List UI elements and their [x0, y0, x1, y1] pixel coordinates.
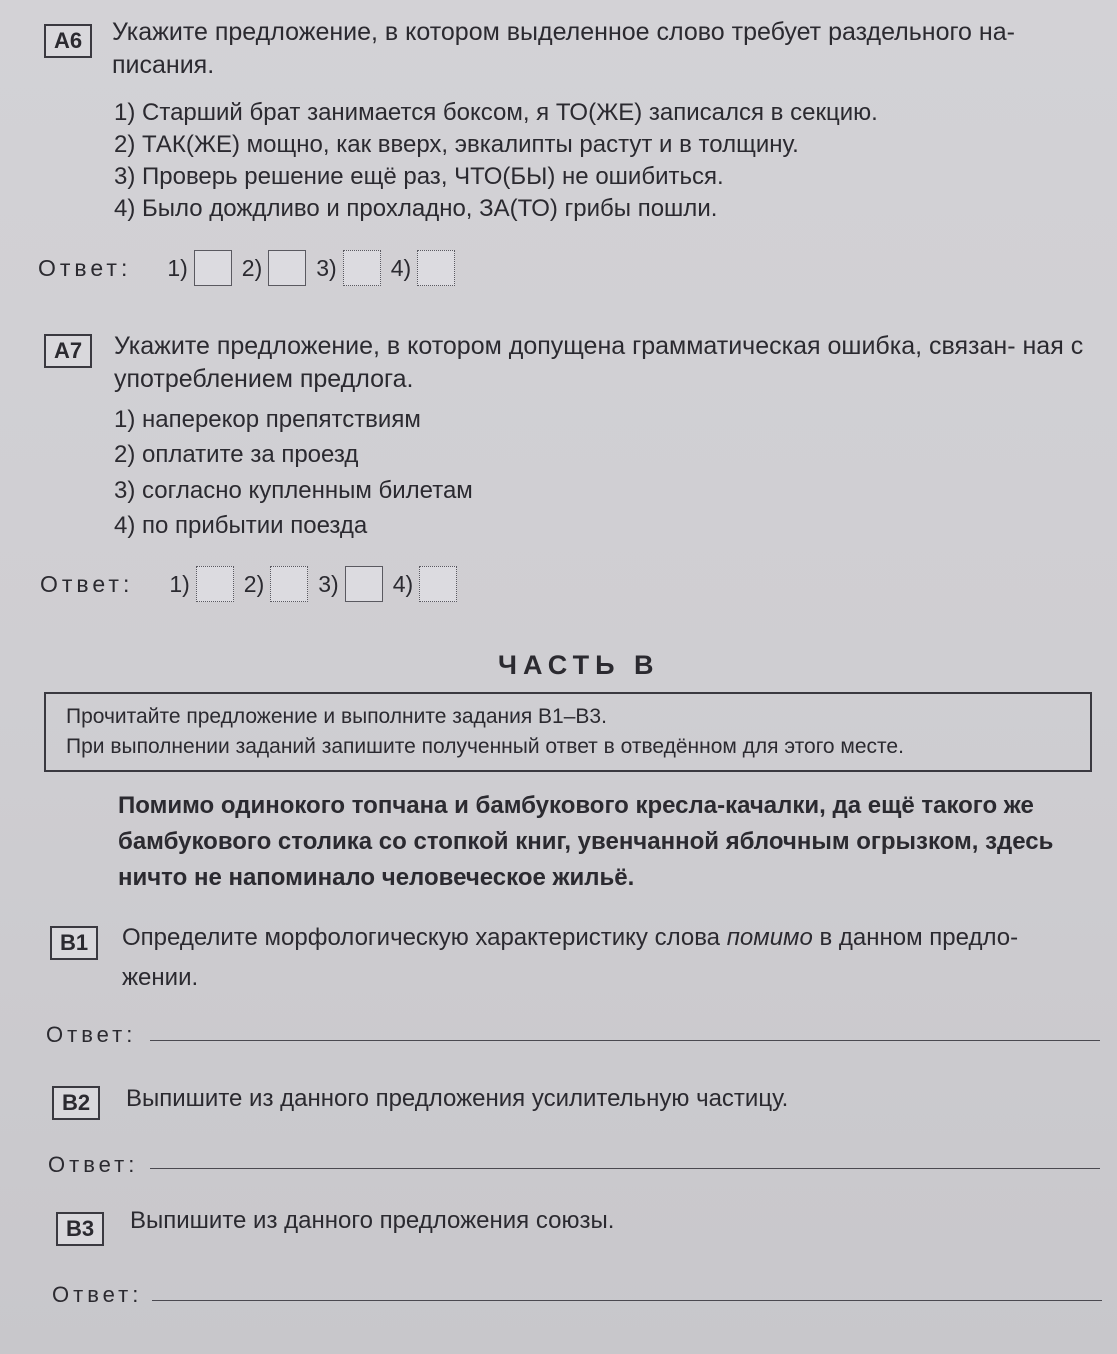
a7-option-4: 4) по прибытии поезда	[114, 512, 368, 539]
a7-answer-num-3: 3)	[318, 570, 339, 597]
task-b3-label: В3	[56, 1212, 104, 1246]
a7-answer-row	[40, 566, 467, 602]
a7-answer-label: Ответ:	[40, 570, 134, 597]
a7-answer-box-2[interactable]	[270, 566, 308, 602]
a7-option-2: 2) оплатите за проезд	[114, 441, 359, 468]
a7-answer-box-1[interactable]	[196, 566, 234, 602]
a6-option-2: 2) ТАК(ЖЕ) мощно, как вверх, эвкалипты растут и в толщину.	[114, 131, 799, 158]
a7-answer-num-1: 1)	[169, 570, 190, 597]
a6-answer-box-2[interactable]	[268, 250, 306, 286]
task-b1-question	[122, 918, 1097, 998]
a6-answer-num-4: 4)	[390, 254, 412, 281]
a7-option-1: 1) наперекор препятствиям	[114, 406, 421, 433]
a7-answer-box-4[interactable]	[419, 566, 457, 602]
a6-answer-num-1: 1)	[167, 254, 188, 281]
a6-answer-box-3[interactable]	[343, 250, 381, 286]
a7-answer-num-2: 2)	[243, 570, 265, 597]
b2-answer-label: Ответ:	[48, 1152, 139, 1177]
task-b2-label: В2	[52, 1086, 100, 1120]
b1-question-part1: Определите морфологическую характеристику слова	[122, 924, 727, 951]
a6-option-1: 1) Старший брат занимается боксом, я ТО(ЖЕ) записался в секцию.	[114, 99, 878, 126]
b3-answer-label: Ответ:	[52, 1282, 143, 1307]
part-b-passage: Помимо одинокого топчана и бамбукового кресла-качалки, да ещё такого же бамбукового столика со стопкой книг, увенчанной яблочным огрызком, здесь ничто не напоминало человеческое жильё.	[118, 792, 1054, 891]
task-b1-label: В1	[50, 926, 98, 960]
task-a7-label: А7	[44, 334, 92, 368]
a6-answer-box-1[interactable]	[194, 250, 232, 286]
a6-answer-num-2: 2)	[241, 254, 263, 281]
task-a6-label: А6	[44, 24, 92, 58]
b3-answer-line[interactable]	[152, 1300, 1102, 1301]
a6-option-4: 4) Было дождливо и прохладно, ЗА(ТО) грибы пошли.	[114, 195, 718, 222]
a7-option-3: 3) согласно купленным билетам	[114, 477, 473, 504]
a7-answer-num-4: 4)	[392, 570, 414, 597]
b1-question-keyword: помимо	[726, 924, 813, 951]
a7-answer-box-3[interactable]	[345, 566, 383, 602]
part-b-title: ЧАСТЬ В	[498, 650, 660, 680]
part-b-instruction-1: Прочитайте предложение и выполните задания В1–В3.	[66, 705, 607, 728]
a6-option-3: 3) Проверь решение ещё раз, ЧТО(БЫ) не ошибиться.	[114, 163, 724, 190]
part-b-instruction-box	[44, 692, 1092, 772]
a6-answer-box-4[interactable]	[417, 250, 455, 286]
b2-answer-line[interactable]	[150, 1168, 1100, 1169]
task-b3-question: Выпишите из данного предложения союзы.	[130, 1207, 615, 1234]
task-a7-question: Укажите предложение, в котором допущена грамматическая ошибка, связан- ная с употреблением предлога.	[114, 332, 1084, 393]
task-a6-question: Укажите предложение, в котором выделенное слово требует раздельного на- писания.	[112, 18, 1015, 79]
a6-answer-row	[38, 250, 465, 286]
b1-answer-line[interactable]	[150, 1040, 1100, 1041]
a6-answer-label: Ответ:	[38, 254, 132, 281]
part-b-instruction-2: При выполнении заданий запишите полученный ответ в отведённом для этого месте.	[66, 735, 904, 758]
a6-answer-num-3: 3)	[316, 254, 337, 281]
b1-answer-label: Ответ:	[46, 1022, 137, 1047]
task-b2-question: Выпишите из данного предложения усилительную частицу.	[126, 1085, 789, 1112]
b1-question-part2: в данном предло- жении.	[122, 924, 1019, 991]
